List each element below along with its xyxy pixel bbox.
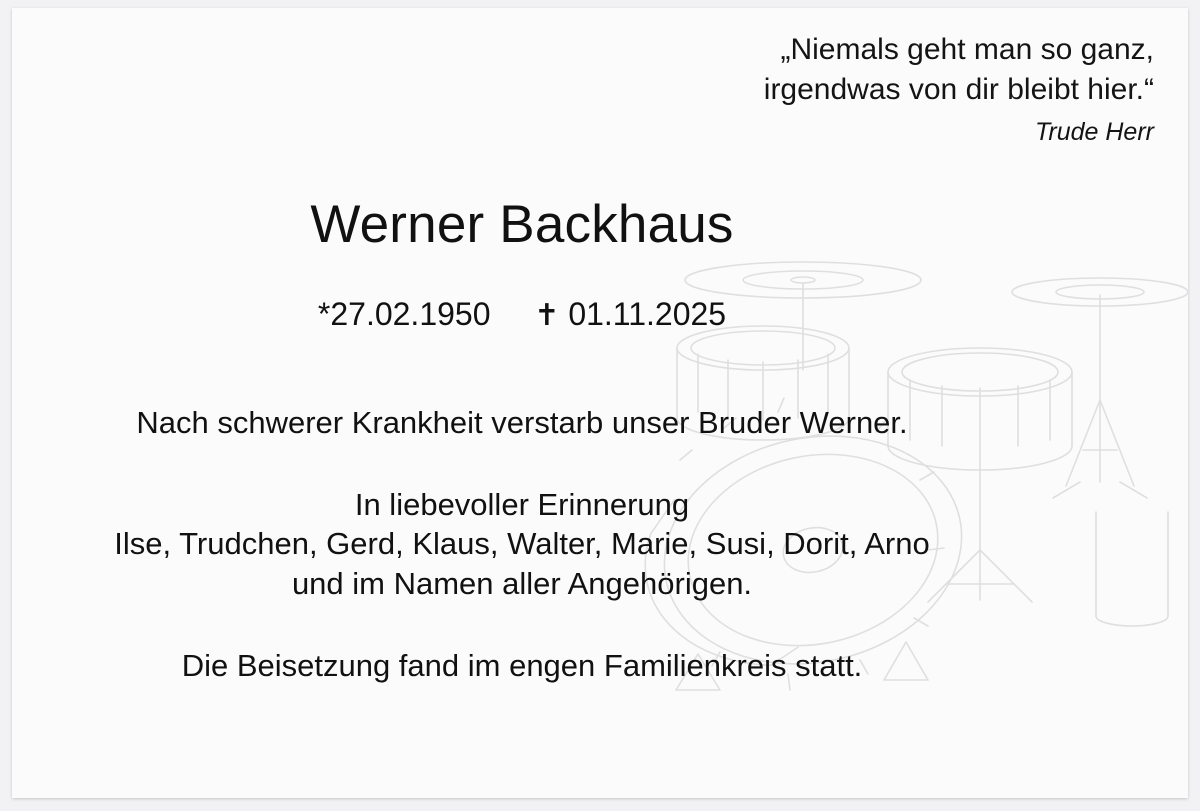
quote-line-2: irgendwas von dir bleibt hier.“	[763, 73, 1154, 107]
paragraph-2-line-1: In liebevoller Erinnerung	[354, 486, 690, 522]
paragraph-3-line-1: Die Beisetzung fand im engen Familienkreis statt.	[181, 647, 863, 683]
obituary-body	[12, 403, 1032, 685]
paragraph-1-line-1: Nach schwerer Krankheit verstarb unser Bruder Werner.	[136, 405, 908, 440]
life-dates	[12, 296, 1032, 333]
quote-author: Trude Herr	[1034, 118, 1154, 147]
cross-icon: ✝	[534, 299, 560, 332]
birth-date: *27.02.1950	[317, 296, 491, 332]
deceased-name: Werner Backhaus	[310, 195, 734, 254]
paragraph-2-line-2: Ilse, Trudchen, Gerd, Klaus, Walter, Marie, Susi, Dorit, Arno	[114, 526, 930, 562]
quote-line-1: „Niemals geht man so ganz,	[780, 33, 1154, 66]
paragraph-1	[12, 403, 1032, 443]
paragraph-2-line-3: und im Namen aller Angehörigen.	[291, 566, 753, 602]
obituary-card	[12, 8, 1188, 798]
paragraph-3	[12, 646, 1032, 686]
death-date: 01.11.2025	[568, 296, 727, 332]
quote-block	[764, 30, 1154, 150]
paragraph-2	[12, 485, 1032, 604]
